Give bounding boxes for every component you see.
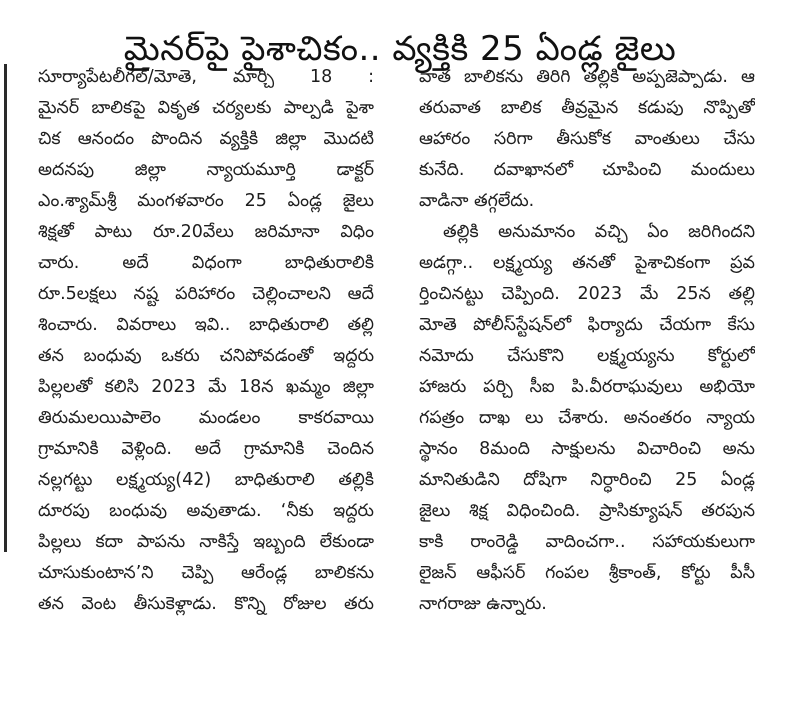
body-line: పిల్లలతో కలిసి 2023 మే 18న ఖమ్మం జిల్లా	[38, 377, 374, 397]
body-line: ఆహారం సరిగా తీసుకోక వాంతులు చేసు	[419, 129, 755, 149]
body-line: వాత బాలికను తిరిగి తల్లికి అప్పజెప్పాడు. ఆ	[419, 67, 755, 87]
body-line: తిరుమలయిపాలెం మండలం కాకరవాయి	[38, 408, 374, 428]
body-line: గపత్రం దాఖ లు చేశారు. అనంతరం న్యాయ	[419, 408, 755, 428]
body-line: తరువాత బాలిక తీవ్రమైన కడుపు నొప్పితో	[419, 98, 755, 118]
body-line: దూరపు బంధువు అవుతాడు. ‘నీకు ఇద్దరు	[38, 501, 374, 521]
left-column	[38, 62, 374, 620]
body-line: ఎం.శ్యామ్‌శ్రీ మంగళవారం 25 ఏండ్ల జైలు	[38, 191, 374, 211]
body-line: నమోదు చేసుకొని లక్ష్మయ్యను కోర్టులో	[419, 346, 755, 366]
column-rule	[4, 64, 7, 552]
body-line: నల్లగట్టు లక్ష్మయ్య(42) బాధితురాలి తల్లికి	[38, 470, 374, 490]
body-line: తల్లికి అనుమానం వచ్చి ఏం జరిగిందని	[443, 222, 755, 242]
body-line: గ్రామానికి వెళ్లింది. అదే గ్రామానికి చెందిన	[38, 439, 374, 459]
body-line: పిల్లలు కదా పాపను నాకిస్తే ఇబ్బంది లేకుండా	[38, 532, 374, 552]
body-line: అదనపు జిల్లా న్యాయమూర్తి డాక్టర్	[38, 160, 374, 180]
body-line: ర్తించినట్టు చెప్పింది. 2023 మే 25న తల్లి	[419, 284, 755, 304]
body-line: స్థానం 8మంది సాక్షులను విచారించి అను	[419, 439, 755, 459]
body-line: రూ.5లక్షలు నష్ట పరిహారం చెల్లించాలని ఆదే	[38, 284, 374, 304]
body-line: మానితుడిని దోషిగా నిర్ధారించి 25 ఏండ్ల	[419, 470, 755, 490]
body-line: చిక ఆనందం పొందిన వ్యక్తికి జిల్లా మొదటి	[38, 129, 374, 149]
right-column	[419, 62, 755, 620]
body-line: అడగ్గా.. లక్ష్మయ్య తనతో పైశాచికంగా ప్రవ	[419, 253, 755, 273]
body-line: చూసుకుంటాన’ని చెప్పి ఆరేండ్ల బాలికను	[38, 563, 374, 583]
body-line: హాజరు పర్చి సీఐ పి.వీరరాఘవులు అభియో	[419, 377, 755, 397]
body-line: శిక్షతో పాటు రూ.20వేలు జరిమానా విధిం	[38, 222, 374, 242]
body-line: కాకి రాంరెడ్డి వాదించగా.. సహాయకులుగా	[419, 532, 755, 552]
body-line: తన బంధువు ఒకరు చనిపోవడంతో ఇద్దరు	[38, 346, 374, 366]
body-line: మైనర్ బాలికపై వికృత చర్యలకు పాల్పడి పైశా	[38, 98, 374, 118]
body-line: నాగరాజు ఉన్నారు.	[419, 594, 547, 614]
body-line: శించారు. వివరాలు ఇవి.. బాధితురాలి తల్లి	[38, 315, 374, 335]
body-line: సూర్యాపేటలీగల్/మోతె, మార్చి 18 :	[38, 67, 374, 87]
body-line: లైజన్ ఆఫీసర్ గంపల శ్రీకాంత్, కోర్టు పీసీ	[419, 563, 755, 583]
body-line: కునేది. దవాఖానలో చూపించి మందులు	[419, 160, 755, 180]
headline: మైనర్‌పై పైశాచికం.. వ్యక్తికి 25 ఏండ్ల జైలు	[123, 28, 677, 69]
body-line: మోతె పోలీస్‌స్టేషన్‌లో ఫిర్యాదు చేయగా కేసు	[419, 315, 755, 335]
body-line: జైలు శిక్ష విధించింది. ప్రాసిక్యూషన్ తరపున	[419, 501, 755, 521]
body-line: వాడినా తగ్గలేదు.	[419, 191, 535, 211]
body-line: తన వెంట తీసుకెళ్లాడు. కొన్ని రోజుల తరు	[38, 594, 374, 614]
body-line: చారు. అదే విధంగా బాధితురాలికి	[38, 253, 374, 273]
